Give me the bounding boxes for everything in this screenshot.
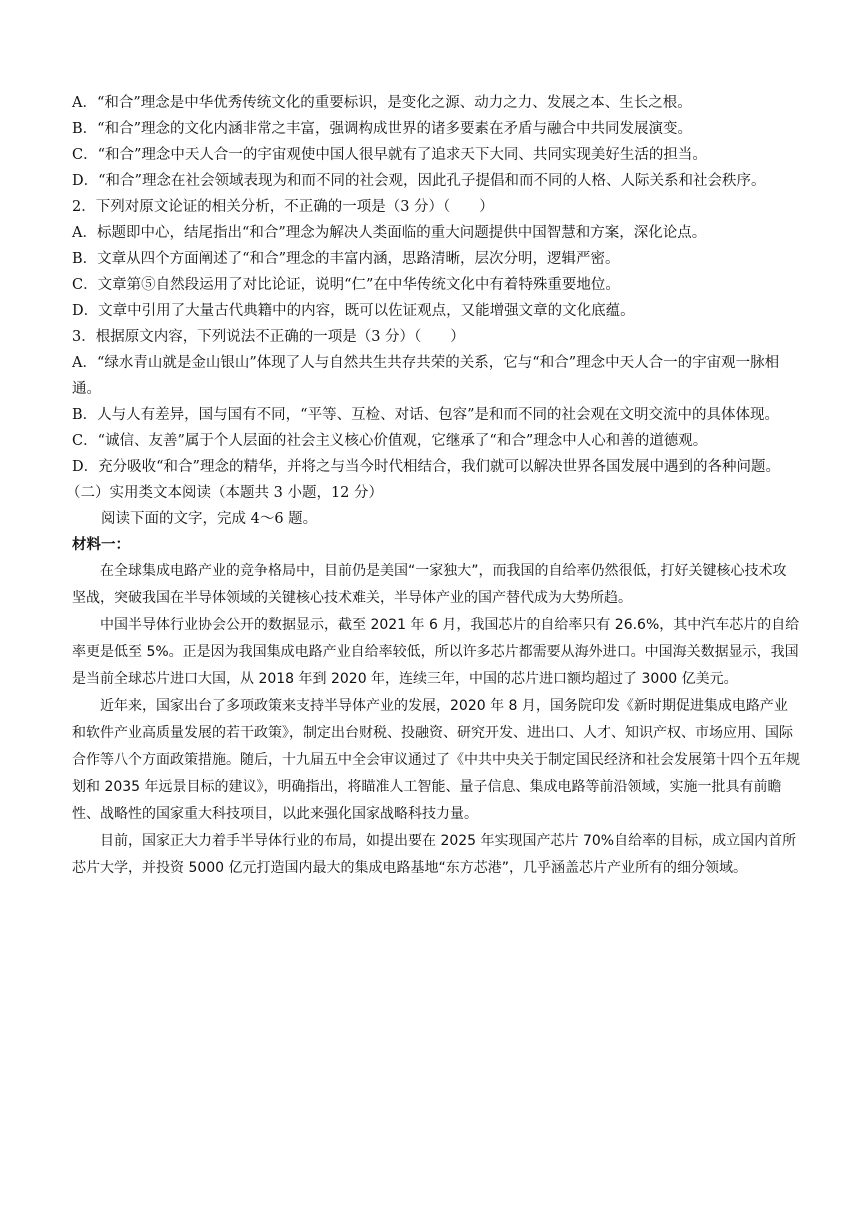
q1-option-d: D．“和合”理念在社会领域表现为和而不同的社会观，因此孔子提倡和而不同的人格、人际关系和社会秩序。: [72, 173, 766, 189]
q3-option-a: A．“绿水青山就是金山银山”体现了人与自然共生共存共荣的关系，它与“和合”理念中天人合一的宇宙观一脉相通。: [72, 355, 780, 397]
q3-stem: 3．根据原文内容，下列说法不正确的一项是（3 分）（ ）: [72, 329, 465, 345]
reading-instruction: 阅读下面的文字，完成 4～6 题。: [101, 511, 318, 527]
q2-option-b: B．文章从四个方面阐述了“和合”理念的丰富内涵，思路清晰，层次分明，逻辑严密。: [72, 251, 620, 267]
q3-option-b: B．人与人有差异，国与国有不同，“平等、互检、对话、包容”是和而不同的社会观在文明交流中的具体体现。: [72, 407, 779, 423]
q3-option-c: C．“诚信、友善”属于个人层面的社会主义核心价值观，它继承了“和合”理念中人心和善的道德观。: [72, 433, 708, 449]
material-paragraph-2: 中国半导体行业协会公开的数据显示，截至 2021 年 6 月，我国芯片的自给率只有 26.6%，其中汽车芯片的自给率更是低至 5%。正是因为我国集成电路产业自给率较低，所以许多芯片都需要从海外进口。中国海关数据显示，我国是当前全球芯片进口大国，从 2018 年到 2020 年，连续三年，中国的芯片进口额均超过了 3000 亿美元。: [72, 617, 800, 687]
material-paragraph-1: 在全球集成电路产业的竞争格局中，目前仍是美国“一家独大”，而我国的自给率仍然很低，打好关键核心技术攻坚战，突破我国在半导体领域的关键核心技术难关，半导体产业的国产替代成为大势所趋。: [72, 563, 787, 606]
material-paragraph-3: 近年来，国家出台了多项政策来支持半导体产业的发展，2020 年 8 月，国务院印发《新时期促进集成电路产业和软件产业高质量发展的若干政策》，制定出台财税、投融资、研究开发、进出口、人才、知识产权、市场应用、国际合作等八个方面政策措施。随后，十九届五中全会审议通过了《中共中央关于制定国民经济和社会发展第十四个五年规划和 2035 年远景目标的建议》，明确指出，将瞄准人工智能、量子信息、集成电路等前沿领域，实施一批具有前瞻性、战略性的国家重大科技项目，以此来强化国家战略科技力量。: [72, 698, 800, 822]
exam-page: [66, 90, 800, 882]
material-paragraph-4: 目前，国家正大力着手半导体行业的布局，如提出要在 2025 年实现国产芯片 70%自给率的目标，成立国内首所芯片大学，并投资 5000 亿元打造国内最大的集成电路基地“东方芯港”，几乎涵盖芯片产业所有的细分领域。: [72, 833, 797, 876]
q2-stem: 2．下列对原文论证的相关分析，不正确的一项是（3 分）（ ）: [72, 199, 494, 215]
q3-option-d: D．充分吸收“和合”理念的精华，并将之与当今时代相结合，我们就可以解决世界各国发展中遇到的各种问题。: [72, 459, 780, 475]
q1-option-a: A．“和合”理念是中华优秀传统文化的重要标识，是变化之源、动力之力、发展之本、生长之根。: [72, 95, 692, 111]
q1-option-b: B．“和合”理念的文化内涵非常之丰富，强调构成世界的诸多要素在矛盾与融合中共同发展演变。: [72, 121, 692, 137]
q2-option-a: A．标题即中心，结尾指出“和合”理念为解决人类面临的重大问题提供中国智慧和方案，深化论点。: [72, 225, 707, 241]
q1-option-c: C．“和合”理念中天人合一的宇宙观使中国人很早就有了追求天下大同、共同实现美好生活的担当。: [72, 147, 707, 163]
section-heading: （二）实用类文本阅读（本题共 3 小题，12 分）: [66, 485, 384, 501]
material-label: 材料一：: [72, 536, 130, 553]
q2-option-d: D．文章中引用了大量古代典籍中的内容，既可以佐证观点，又能增强文章的文化底蕴。: [72, 303, 635, 319]
q2-option-c: C．文章第⑤自然段运用了对比论证，说明“仁”在中华传统文化中有着特殊重要地位。: [72, 277, 620, 293]
